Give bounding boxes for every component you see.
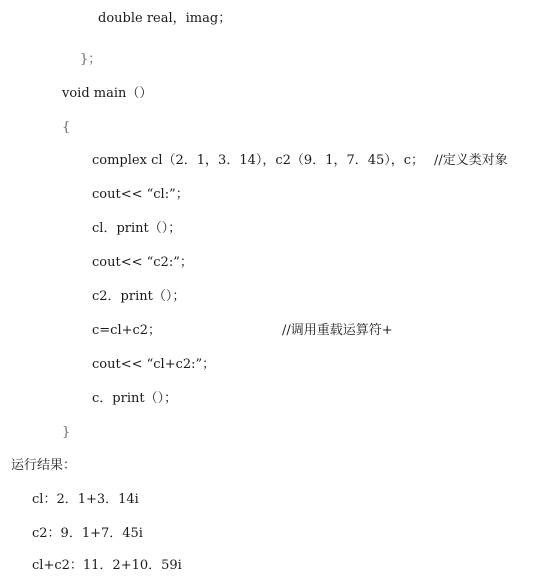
code-line-cout-c1: cout<< “cl:”； — [92, 187, 189, 202]
code-line-print-c2: c2．print（）； — [92, 289, 186, 304]
code-line-members: double real，imag； — [98, 11, 232, 26]
code-line-add: c=cl+c2； — [92, 323, 162, 338]
code-line-main: void main（） — [62, 86, 153, 101]
code-line-cout-c2: cout<< “c2:”； — [92, 255, 193, 270]
code-line-class-end: }； — [80, 52, 102, 67]
code-line-print-sum: c．print（）； — [92, 391, 178, 406]
result-line-c2: c2：9．1+7．45i — [32, 526, 143, 541]
code-comment-add: //调用重载运算符+ — [282, 323, 393, 338]
code-line-print-c1: cl．print（）； — [92, 221, 182, 236]
code-line-cout-sum: cout<< “cl+c2:”； — [92, 357, 216, 372]
code-line-open-brace: { — [62, 120, 71, 135]
result-line-c1: cl：2．1+3．14i — [32, 492, 139, 507]
code-line-declare: complex cl（2．1，3．14），c2（9．1，7．45），c； — [92, 153, 425, 168]
result-heading: 运行结果： — [11, 458, 77, 473]
result-line-sum: cl+c2：11．2+10．59i — [32, 558, 182, 573]
code-line-close-brace: } — [62, 425, 71, 440]
code-comment-declare: //定义类对象 — [434, 153, 508, 168]
